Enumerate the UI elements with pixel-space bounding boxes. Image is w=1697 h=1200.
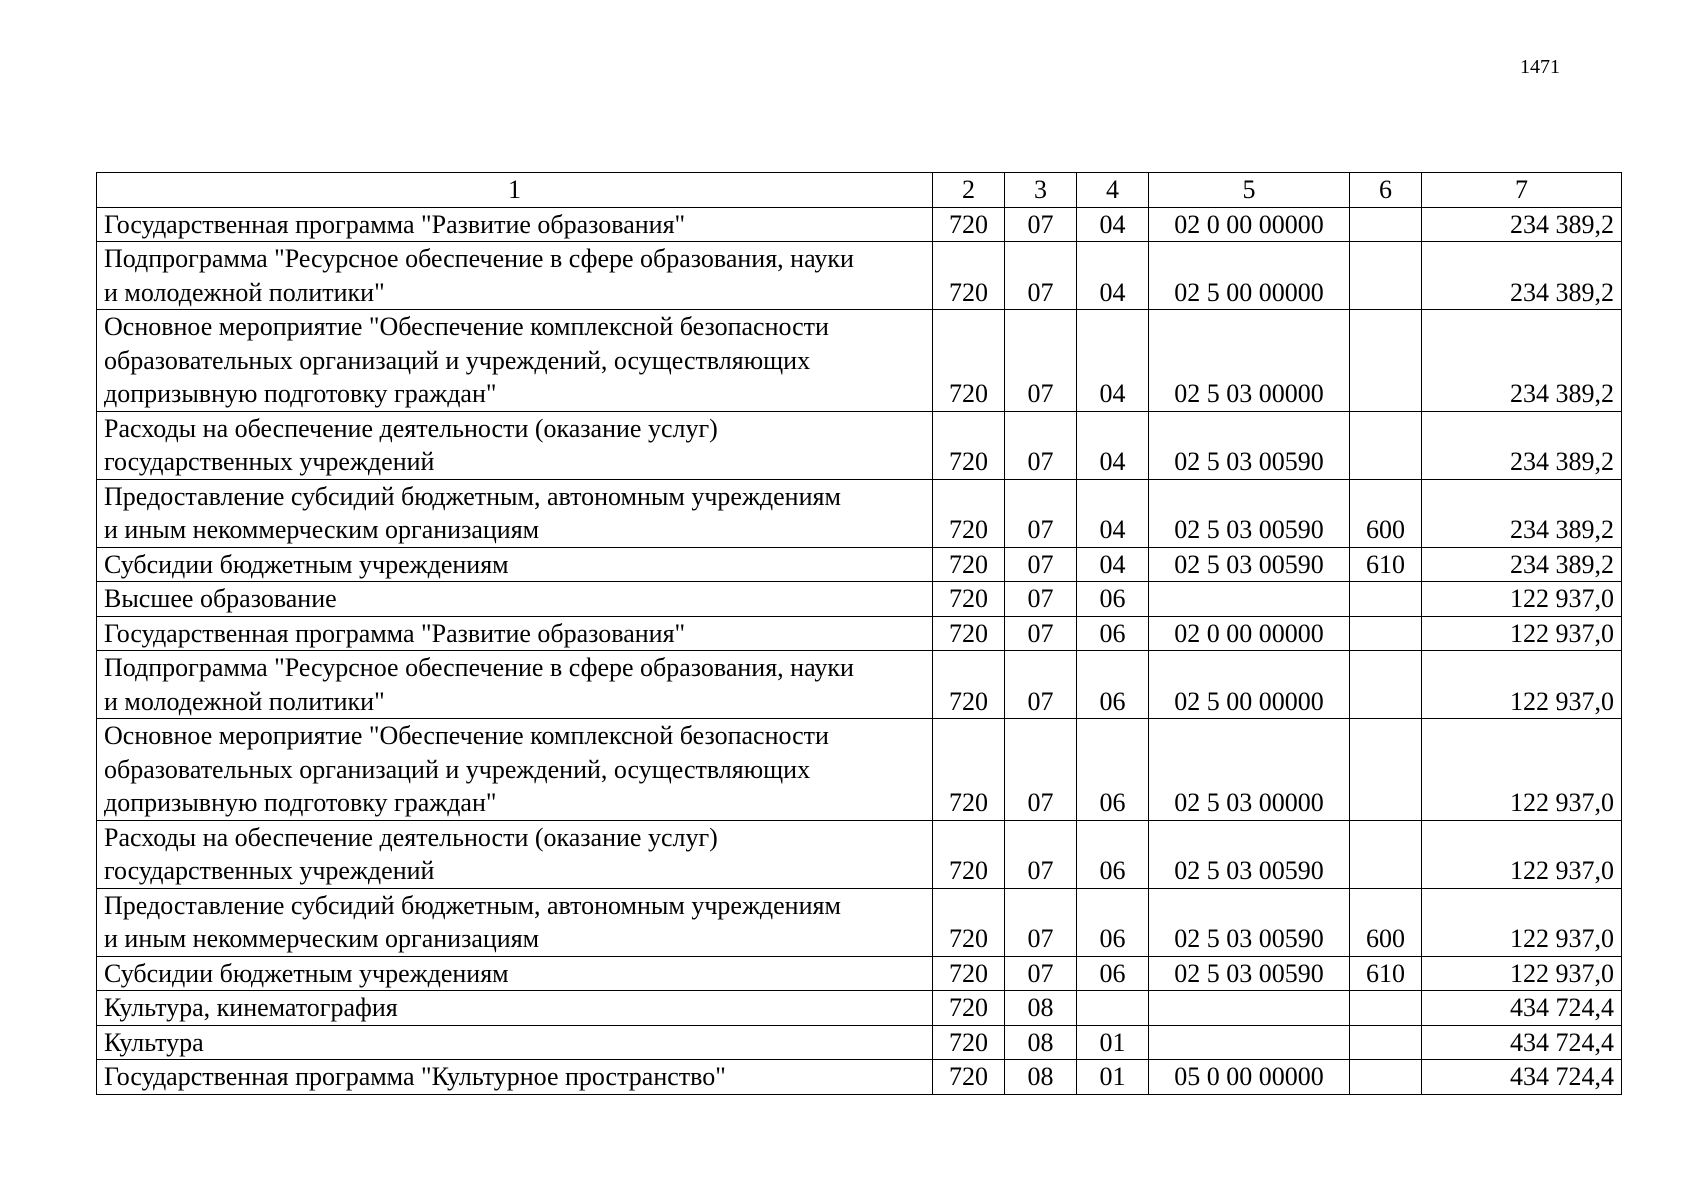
- description-cell: Субсидии бюджетным учреждениям: [97, 547, 933, 582]
- header-cell: 4: [1077, 173, 1149, 208]
- code-3-cell: 07: [1005, 956, 1077, 991]
- code-3-cell: 07: [1005, 411, 1077, 479]
- code-6-cell: [1350, 582, 1422, 617]
- table-row: [97, 310, 1622, 412]
- code-2-cell: 720: [933, 1060, 1005, 1095]
- code-6-cell: 610: [1350, 547, 1422, 582]
- code-3-cell: 07: [1005, 310, 1077, 412]
- budget-table: [96, 172, 1622, 1095]
- code-3-cell: 07: [1005, 616, 1077, 651]
- code-4-cell: 01: [1077, 1025, 1149, 1060]
- code-5-cell: [1149, 991, 1350, 1026]
- code-3-cell: 07: [1005, 242, 1077, 310]
- description-cell: Государственная программа "Развитие образования": [97, 616, 933, 651]
- amount-cell: 122 937,0: [1422, 582, 1622, 617]
- code-2-cell: 720: [933, 547, 1005, 582]
- code-5-cell: 02 5 00 00000: [1149, 651, 1350, 719]
- table-row: [97, 991, 1622, 1026]
- table-row: [97, 479, 1622, 547]
- code-6-cell: 600: [1350, 888, 1422, 956]
- code-2-cell: 720: [933, 888, 1005, 956]
- code-2-cell: 720: [933, 207, 1005, 242]
- code-6-cell: [1350, 616, 1422, 651]
- amount-cell: 122 937,0: [1422, 956, 1622, 991]
- table-row: [97, 719, 1622, 821]
- code-5-cell: 02 5 03 00590: [1149, 956, 1350, 991]
- table-row: [97, 1025, 1622, 1060]
- code-6-cell: [1350, 820, 1422, 888]
- code-3-cell: 07: [1005, 207, 1077, 242]
- code-2-cell: 720: [933, 479, 1005, 547]
- code-5-cell: 02 5 00 00000: [1149, 242, 1350, 310]
- table-row: [97, 547, 1622, 582]
- code-3-cell: 07: [1005, 719, 1077, 821]
- code-6-cell: [1350, 651, 1422, 719]
- code-5-cell: 02 5 03 00590: [1149, 411, 1350, 479]
- description-cell: Подпрограмма "Ресурсное обеспечение в сфере образования, науки и молодежной политики": [97, 242, 933, 310]
- table-header-row: [97, 173, 1622, 208]
- header-cell: 6: [1350, 173, 1422, 208]
- code-5-cell: 02 0 00 00000: [1149, 616, 1350, 651]
- table-row: [97, 651, 1622, 719]
- code-5-cell: 02 5 03 00590: [1149, 888, 1350, 956]
- code-3-cell: 08: [1005, 991, 1077, 1026]
- amount-cell: 122 937,0: [1422, 888, 1622, 956]
- code-3-cell: 07: [1005, 820, 1077, 888]
- description-cell: Предоставление субсидий бюджетным, автономным учреждениям и иным некоммерческим организациям: [97, 888, 933, 956]
- code-4-cell: 06: [1077, 651, 1149, 719]
- code-4-cell: 06: [1077, 582, 1149, 617]
- code-2-cell: 720: [933, 956, 1005, 991]
- table-row: [97, 956, 1622, 991]
- amount-cell: 234 389,2: [1422, 207, 1622, 242]
- table-row: [97, 616, 1622, 651]
- code-2-cell: 720: [933, 242, 1005, 310]
- code-3-cell: 08: [1005, 1060, 1077, 1095]
- code-4-cell: 04: [1077, 411, 1149, 479]
- code-4-cell: 04: [1077, 207, 1149, 242]
- code-3-cell: 07: [1005, 651, 1077, 719]
- code-4-cell: 06: [1077, 616, 1149, 651]
- code-5-cell: 02 5 03 00000: [1149, 719, 1350, 821]
- amount-cell: 122 937,0: [1422, 719, 1622, 821]
- code-3-cell: 07: [1005, 547, 1077, 582]
- amount-cell: 234 389,2: [1422, 479, 1622, 547]
- amount-cell: 122 937,0: [1422, 651, 1622, 719]
- amount-cell: 234 389,2: [1422, 547, 1622, 582]
- code-6-cell: [1350, 719, 1422, 821]
- table-row: [97, 888, 1622, 956]
- description-cell: Государственная программа "Культурное пространство": [97, 1060, 933, 1095]
- amount-cell: 234 389,2: [1422, 242, 1622, 310]
- code-2-cell: 720: [933, 310, 1005, 412]
- code-5-cell: 02 5 03 00590: [1149, 820, 1350, 888]
- amount-cell: 234 389,2: [1422, 310, 1622, 412]
- code-3-cell: 07: [1005, 479, 1077, 547]
- table-row: [97, 242, 1622, 310]
- code-2-cell: 720: [933, 820, 1005, 888]
- code-4-cell: 04: [1077, 547, 1149, 582]
- code-2-cell: 720: [933, 411, 1005, 479]
- table-row: [97, 820, 1622, 888]
- code-2-cell: 720: [933, 616, 1005, 651]
- code-3-cell: 07: [1005, 888, 1077, 956]
- code-4-cell: 06: [1077, 719, 1149, 821]
- amount-cell: 434 724,4: [1422, 991, 1622, 1026]
- header-cell: 1: [97, 173, 933, 208]
- code-4-cell: 01: [1077, 1060, 1149, 1095]
- code-4-cell: 06: [1077, 888, 1149, 956]
- description-cell: Расходы на обеспечение деятельности (оказание услуг) государственных учреждений: [97, 820, 933, 888]
- code-6-cell: [1350, 991, 1422, 1026]
- page-number: 1471: [1520, 56, 1560, 78]
- code-2-cell: 720: [933, 991, 1005, 1026]
- description-cell: Высшее образование: [97, 582, 933, 617]
- description-cell: Расходы на обеспечение деятельности (оказание услуг) государственных учреждений: [97, 411, 933, 479]
- amount-cell: 122 937,0: [1422, 820, 1622, 888]
- code-2-cell: 720: [933, 651, 1005, 719]
- description-cell: Подпрограмма "Ресурсное обеспечение в сфере образования, науки и молодежной политики": [97, 651, 933, 719]
- table-row: [97, 411, 1622, 479]
- code-4-cell: 06: [1077, 820, 1149, 888]
- description-cell: Предоставление субсидий бюджетным, автономным учреждениям и иным некоммерческим организациям: [97, 479, 933, 547]
- code-6-cell: [1350, 310, 1422, 412]
- code-4-cell: 04: [1077, 242, 1149, 310]
- code-5-cell: 05 0 00 00000: [1149, 1060, 1350, 1095]
- description-cell: Культура, кинематография: [97, 991, 933, 1026]
- amount-cell: 234 389,2: [1422, 411, 1622, 479]
- code-4-cell: 06: [1077, 956, 1149, 991]
- code-5-cell: 02 5 03 00590: [1149, 547, 1350, 582]
- description-cell: Основное мероприятие "Обеспечение комплексной безопасности образовательных организаций и учреждений, осуществляющих допризывную подготовку граждан": [97, 310, 933, 412]
- header-cell: 2: [933, 173, 1005, 208]
- table-row: [97, 1060, 1622, 1095]
- code-3-cell: 08: [1005, 1025, 1077, 1060]
- code-5-cell: 02 5 03 00590: [1149, 479, 1350, 547]
- code-2-cell: 720: [933, 582, 1005, 617]
- code-5-cell: [1149, 1025, 1350, 1060]
- code-5-cell: [1149, 582, 1350, 617]
- header-cell: 7: [1422, 173, 1622, 208]
- description-cell: Субсидии бюджетным учреждениям: [97, 956, 933, 991]
- code-5-cell: 02 0 00 00000: [1149, 207, 1350, 242]
- table-row: [97, 207, 1622, 242]
- code-6-cell: 610: [1350, 956, 1422, 991]
- code-6-cell: [1350, 207, 1422, 242]
- code-6-cell: [1350, 1025, 1422, 1060]
- code-4-cell: 04: [1077, 479, 1149, 547]
- code-4-cell: 04: [1077, 310, 1149, 412]
- header-cell: 5: [1149, 173, 1350, 208]
- table-row: [97, 582, 1622, 617]
- code-6-cell: 600: [1350, 479, 1422, 547]
- amount-cell: 434 724,4: [1422, 1025, 1622, 1060]
- amount-cell: 122 937,0: [1422, 616, 1622, 651]
- code-6-cell: [1350, 411, 1422, 479]
- code-3-cell: 07: [1005, 582, 1077, 617]
- description-cell: Культура: [97, 1025, 933, 1060]
- code-2-cell: 720: [933, 719, 1005, 821]
- code-5-cell: 02 5 03 00000: [1149, 310, 1350, 412]
- code-6-cell: [1350, 242, 1422, 310]
- code-4-cell: [1077, 991, 1149, 1026]
- code-6-cell: [1350, 1060, 1422, 1095]
- header-cell: 3: [1005, 173, 1077, 208]
- description-cell: Государственная программа "Развитие образования": [97, 207, 933, 242]
- description-cell: Основное мероприятие "Обеспечение комплексной безопасности образовательных организаций и учреждений, осуществляющих допризывную подготовку граждан": [97, 719, 933, 821]
- code-2-cell: 720: [933, 1025, 1005, 1060]
- amount-cell: 434 724,4: [1422, 1060, 1622, 1095]
